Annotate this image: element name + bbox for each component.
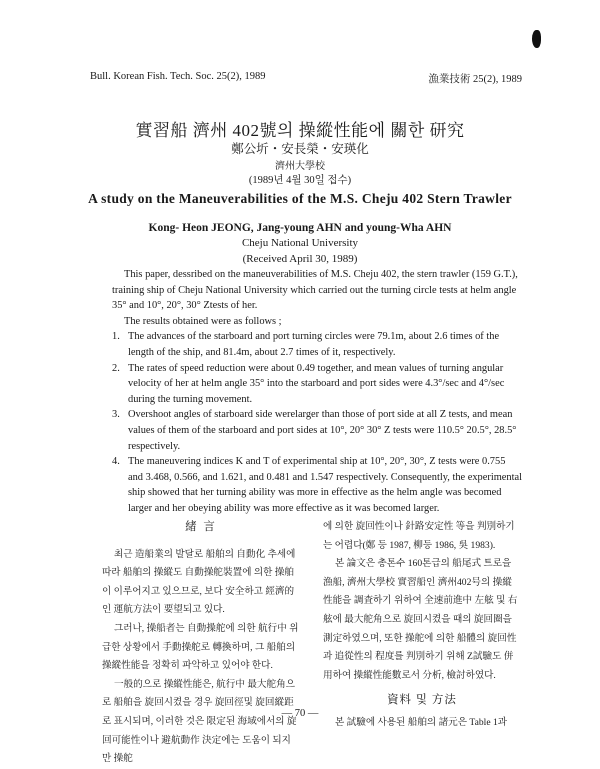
left-column (102, 518, 300, 769)
english-title: A study on the Maneuverabilities of the M.S. Cheju 402 Stern Trawler (88, 191, 512, 206)
paragraph: 一般的으로 操縱性能은, 航行中 最大舵角으로 船舶을 旋回시켰을 경우 旋回徑및 旋回縱距로 표시되며, 이러한 것은 限定된 海域에서의 旋回可能性이나 避航動作 決定에는 도움이 되지만 操舵 (102, 678, 297, 765)
paragraph: 그러나, 操船者는 自動操舵에 의한 航行中 위급한 상황에서 手動操舵로 轉換하며, 그 船舶의 操縱性能을 정확히 파악하고 있어야 한다. (102, 622, 299, 672)
paragraph: 본 試驗에 사용된 船舶의 諸元은 Table 1과 (335, 716, 508, 728)
paragraph: 최근 造船業의 발달로 船舶의 自動化 추세에 따라 船舶의 操縱도 自動操舵裝置에 의한 操舶이 이루어지고 있으므로, 보다 安全하고 經濟的인 運航方法이 要望되고 있다. (102, 548, 296, 616)
result-item (112, 361, 522, 408)
korean-authors: 鄭公圻・安長榮・安瑛化 (231, 142, 369, 156)
section-heading-introduction: 緒 言 (185, 521, 217, 533)
english-received-date: (Received April 30, 1989) (242, 253, 358, 265)
paragraph: 에 의한 旋回性이나 針路安定性 等을 判別하기는 어렵다(鄭 등 1987, 柳등 1986, 吳 1983). (323, 521, 515, 551)
result-number: 3. (112, 409, 120, 421)
running-header-left: Bull. Korean Fish. Tech. Soc. 25(2), 1989 (90, 71, 266, 82)
korean-received-date: (1989년 4월 30일 접수) (248, 175, 352, 186)
results-list (112, 329, 522, 516)
result-text: The rates of speed reduction were about 0.49 together, and mean values of turning angular velocity of her at helm angle 35° into the starboard and port sides were 4.3°/sec and 4°/sec during the turning movement. (128, 362, 505, 405)
ink-mark (532, 30, 541, 48)
result-number: 4. (112, 456, 120, 468)
english-affiliation: Cheju National University (241, 237, 359, 249)
result-number: 2. (112, 362, 120, 374)
paragraph: 본 論文은 총톤수 160톤급의 船尾式 트로을 漁船, 濟州大學校 實習船인 濟州402号의 操縱性能을 調査하기 위하여 全速前進中 左舷 및 右舷에 最大舵角으로 旋回시켰을 때의 旋回圈을 測定하였으며, 또한 操舵에 의한 船體의 旋回性과 追從性의 程度를 判別하기 위해 Z試驗도 併用하여 操縱性能數로서 分析, 檢討하였다. (323, 558, 518, 681)
result-number: 1. (112, 331, 120, 343)
abstract (112, 267, 522, 517)
result-text: The advances of the starboard and port turning circles were 79.1m, about 2.6 times of the length of the ship, and 81.4m, about 2.7 times of it, respectively. (128, 331, 500, 358)
result-item (112, 454, 522, 516)
result-item (112, 329, 522, 360)
korean-title: 實習船 濟州 402號의 操縱性能에 關한 研究 (135, 121, 465, 140)
result-text: The maneuvering indices K and T of experimental ship at 10°, 20°, 30°, Z tests were 0.755 and 3.468, 0.566, and 1.621, and 0.481 and 1.547 respectively. Consequently, the experimental ship showed that her turning ability was more in effective as the helm angle was becomed larger and her obeying ability was more effective as it was becomed larger. (128, 456, 522, 514)
page-number: — 70 — (281, 708, 319, 719)
right-column (323, 518, 521, 733)
abstract-results-lead: The results obtained were as follows ; (124, 315, 282, 327)
abstract-intro: This paper, dessribed on the maneuverabilities of M.S. Cheju 402, the stern trawler (159 G.T.), training ship of Cheju National University which carried out the turning circle tests at helm angle 35° and 10°, 20°, 30° Ztests of her. (112, 269, 518, 312)
english-authors: Kong- Heon JEONG, Jang-young AHN and young-Wha AHN (148, 222, 452, 234)
result-text: Overshoot angles of starboard side werelarger than those of port side at all Z tests, and mean values of them of the starboard and port sides at 10°, 20° 30° Z tests were 110.5° 20.5°, 28.5° respectively. (128, 409, 517, 452)
section-heading-methods: 資料 및 方法 (387, 694, 457, 707)
running-header-right: 漁業技術 25(2), 1989 (428, 74, 522, 85)
result-item (112, 407, 522, 454)
korean-affiliation: 濟州大學校 (275, 161, 325, 172)
